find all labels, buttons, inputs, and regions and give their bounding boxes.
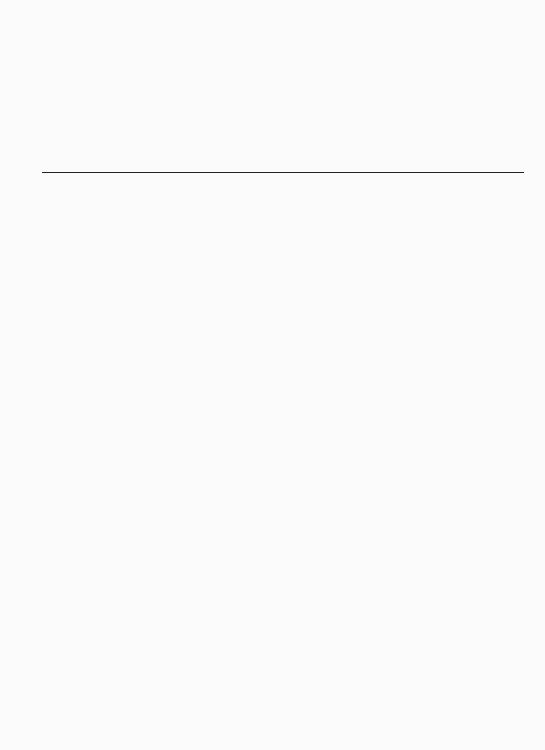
header-rule	[42, 172, 524, 173]
